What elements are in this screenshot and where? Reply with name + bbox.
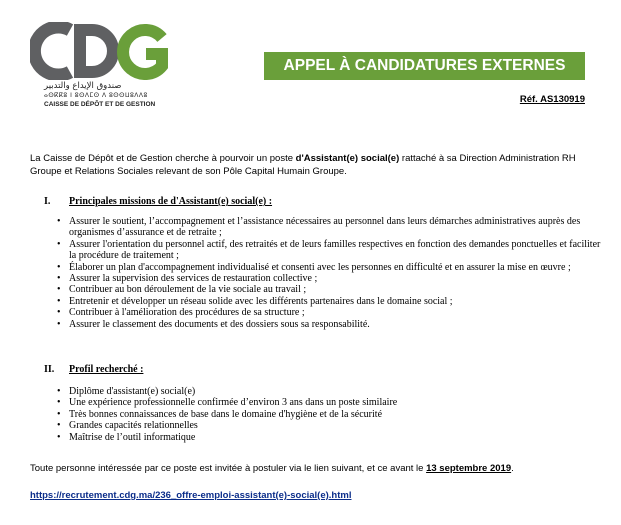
section-heading-profile — [44, 364, 143, 375]
closing-period: . — [511, 463, 514, 474]
deadline-date: 13 septembre 2019 — [426, 463, 512, 474]
list-item: • Grandes capacités relationnelles — [57, 420, 610, 431]
list-item: • Très bonnes connaissances de base dans le domaine d'hygiène et de la sécurité — [57, 409, 610, 420]
intro-text-before: La Caisse de Dépôt et de Gestion cherche à pourvoir un poste — [30, 153, 296, 164]
section-number: II. — [44, 364, 55, 375]
list-item: • Maîtrise de l’outil informatique — [57, 432, 610, 443]
list-item: • Entretenir et développer un réseau solide avec les différents partenaires dans le domaine social ; — [57, 296, 610, 307]
logo-french-text: CAISSE DE DÉPÔT ET DE GESTION — [44, 101, 156, 108]
cdg-wordmark-graphic — [30, 22, 170, 80]
logo-tifinagh-text: ⴰⵙⴽⴽⵓ ⵏ ⵓⵙⴷⵎⵙ ⴷ ⵓⵙⵙⵡⵓⴷⴷⵓ — [44, 92, 148, 99]
intro-paragraph — [30, 152, 602, 178]
list-item: • Assurer l'orientation du personnel actif, des retraités et de leurs familles respectives en fonction des demandes ponctuelles et faciliter la procédure de traitement ; — [57, 239, 610, 262]
list-item: • Contribuer à l'amélioration des procédures de sa structure ; — [57, 307, 610, 318]
section-title: Principales missions de d'Assistant(e) social(e) : — [69, 196, 273, 207]
section-title: Profil recherché : — [69, 364, 144, 375]
closing-text: Toute personne intéressée par ce poste est invitée à postuler via le lien suivant, et ce avant le — [30, 463, 427, 474]
profile-list — [57, 386, 610, 443]
logo-arabic-text: صندوق الإيداع والتدبير — [44, 81, 122, 91]
section-number: I. — [44, 196, 51, 207]
list-item: • Une expérience professionnelle confirmée d’environ 3 ans dans un poste similaire — [57, 397, 610, 408]
list-item: • Diplôme d'assistant(e) social(e) — [57, 386, 610, 397]
title-banner: APPEL À CANDIDATURES EXTERNES — [264, 52, 585, 80]
cdg-logo — [30, 22, 170, 117]
list-item: • Assurer le soutient, l’accompagnement et l’assistance nécessaires au personnel dans leurs démarches administratives auprès des organismes d’assurance et de retraite ; — [57, 216, 610, 239]
reference-number: Réf. AS130919 — [519, 94, 585, 105]
missions-list — [57, 216, 610, 330]
list-item: • Élaborer un plan d'accompagnement individualisé et consenti avec les personnes en difficulté et en assurer la mise en œuvre ; — [57, 262, 610, 273]
section-heading-missions — [44, 196, 272, 207]
list-item: • Assurer le classement des documents et des dossiers sous sa responsabilité. — [57, 319, 610, 330]
closing-paragraph — [30, 463, 514, 474]
list-item: • Contribuer au bon déroulement de la vie sociale au travail ; — [57, 284, 610, 295]
application-link[interactable]: https://recrutement.cdg.ma/236_offre-emploi-assistant(e)-social(e).html — [30, 490, 352, 501]
list-item: • Assurer la supervision des services de restauration collective ; — [57, 273, 610, 284]
intro-text-after: rattaché à sa Direction Administration RH Groupe et Relations Sociales relevant de son Pôle Capital Humain Groupe. — [30, 153, 576, 177]
intro-position: d'Assistant(e) social(e) — [295, 153, 400, 164]
